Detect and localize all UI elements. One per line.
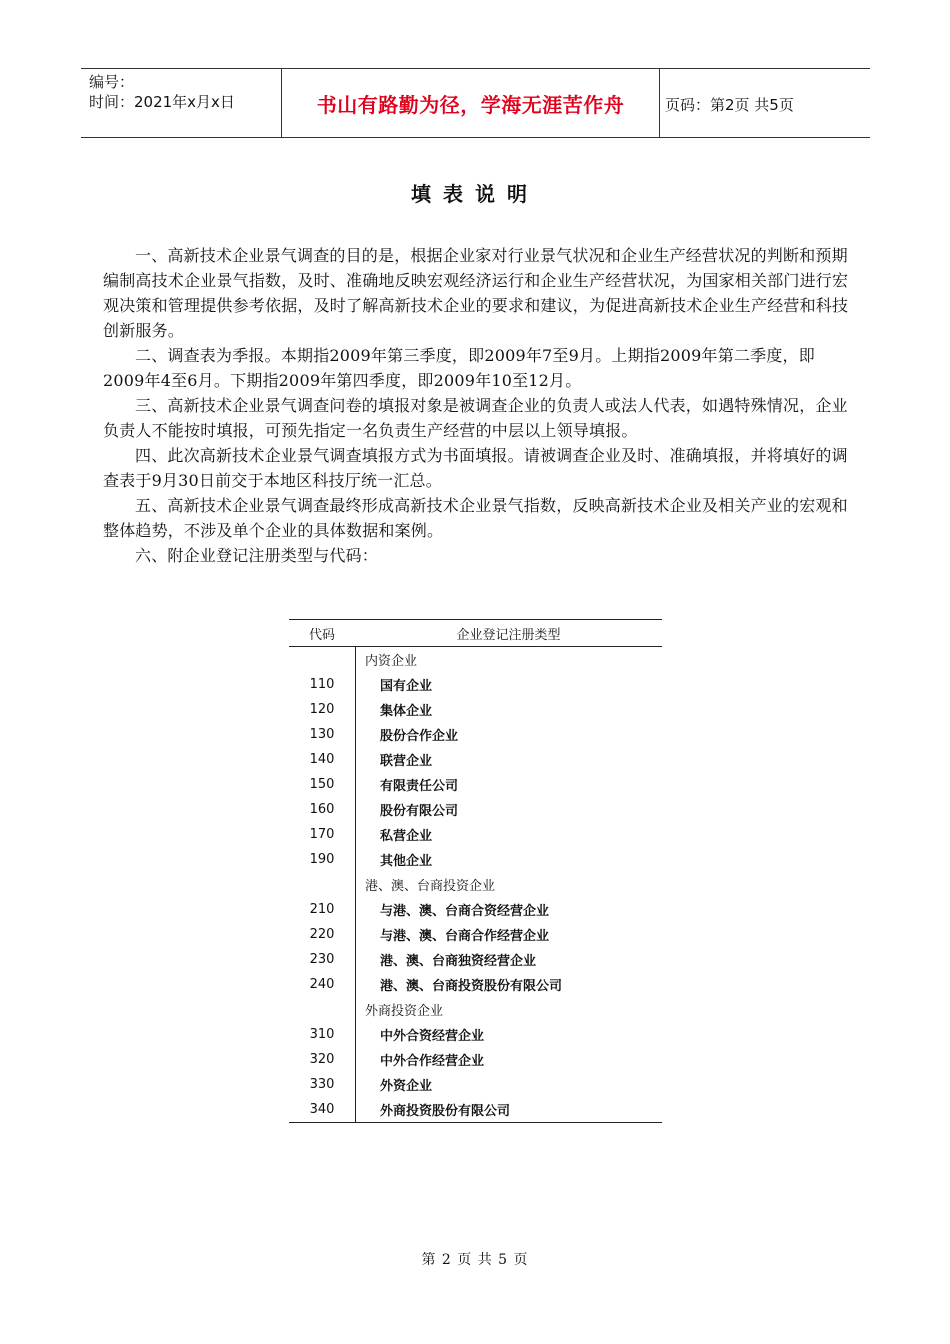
table-row [289,722,662,747]
table-header [289,620,662,647]
cell-type: 其他企业 [380,854,433,869]
paragraph-3: 三、高新技术企业景气调查问卷的填报对象是被调查企业的负责人或法人代表，如遇特殊情况，企业负责人不能按时填报，可预先指定一名负责生产经营的中层以上领导填报。 [103,396,848,440]
cell-code: 130 [289,722,356,747]
cell-type: 中外合作经营企业 [380,1054,485,1069]
table-row [289,1022,662,1047]
cell-type: 外商投资股份有限公司 [380,1104,511,1119]
cell-code: 340 [289,1097,356,1122]
cell-code: 160 [289,797,356,822]
cell-type: 外资企业 [380,1079,433,1094]
paragraph-6: 六、附企业登记注册类型与代码： [135,546,379,565]
registration-type-table [289,619,662,1123]
page-footer: 第 2 页 共 5 页 [421,1252,529,1268]
cell-code [289,872,356,897]
table-group-row [289,997,662,1022]
cell-code: 320 [289,1047,356,1072]
cell-type: 与港、澳、台商合作经营企业 [380,929,550,944]
cell-code: 170 [289,822,356,847]
paragraph-5: 五、高新技术企业景气调查最终形成高新技术企业景气指数，反映高新技术企业及相关产业的宏观和整体趋势，不涉及单个企业的具体数据和案例。 [103,496,848,540]
cell-type: 外商投资企业 [365,1004,444,1019]
table-row [289,672,662,697]
cell-type: 集体企业 [380,704,433,719]
document-date-label: 时间：2021年x月x日 [89,93,235,111]
header-page-label: 页码：第2页 共5页 [665,96,794,114]
cell-type: 私营企业 [380,829,433,844]
cell-type: 国有企业 [380,679,433,694]
cell-code: 210 [289,897,356,922]
table-row [289,822,662,847]
cell-code: 140 [289,747,356,772]
table-row [289,797,662,822]
table-row [289,747,662,772]
table-row [289,772,662,797]
paragraph-1: 一、高新技术企业景气调查的目的是，根据企业家对行业景气状况和企业生产经营状况的判断和预期编制高技术企业景气指数，及时、准确地反映宏观经济运行和企业生产经营状况，为国家相关部门进行宏观决策和管理提供参考依据，及时了解高新技术企业的要求和建议，为促进高新技术企业生产经营和科技创新服务。 [103,246,849,340]
table-row [289,897,662,922]
page-header [81,68,870,138]
cell-code: 150 [289,772,356,797]
table-row [289,972,662,997]
cell-type: 港、澳、台商独资经营企业 [380,954,537,969]
table-row [289,1097,662,1122]
cell-code: 230 [289,947,356,972]
paragraph-2: 二、调查表为季报。本期指2009年第三季度，即2009年7至9月。上期指2009年第二季度，即2009年4至6月。下期指2009年第四季度，即2009年10至12月。 [103,346,815,390]
instructions-body [103,243,855,568]
cell-code: 330 [289,1072,356,1097]
cell-code: 220 [289,922,356,947]
table-row [289,697,662,722]
cell-type: 中外合资经营企业 [380,1029,485,1044]
table-row [289,947,662,972]
cell-code: 240 [289,972,356,997]
cell-type: 内资企业 [365,654,418,669]
cell-type: 与港、澳、台商合资经营企业 [380,904,550,919]
header-meta [89,72,235,112]
header-motto: 书山有路勤为径，学海无涯苦作舟 [281,69,660,137]
cell-type: 港、澳、台商投资企业 [365,879,496,894]
paragraph-4: 四、此次高新技术企业景气调查填报方式为书面填报。请被调查企业及时、准确填报，并将填好的调查表于9月30日前交于本地区科技厅统一汇总。 [103,446,848,490]
column-header-type: 企业登记注册类型 [456,627,561,643]
cell-type: 有限责任公司 [380,779,459,794]
cell-code: 190 [289,847,356,872]
page-title: 填表说明 [411,182,539,206]
table-row [289,922,662,947]
cell-type: 联营企业 [380,754,433,769]
table-group-row [289,872,662,897]
cell-type: 港、澳、台商投资股份有限公司 [380,979,563,994]
cell-type: 股份有限公司 [380,804,459,819]
cell-code [289,997,356,1022]
table-row [289,847,662,872]
table-row [289,1072,662,1097]
table-body [289,647,662,1122]
table-row [289,1047,662,1072]
column-header-code: 代码 [308,627,335,643]
table-group-row [289,647,662,672]
document-number-label: 编号： [89,73,135,91]
cell-code: 110 [289,672,356,697]
cell-code: 120 [289,697,356,722]
cell-code [289,647,356,672]
cell-code: 310 [289,1022,356,1047]
cell-type: 股份合作企业 [380,729,459,744]
